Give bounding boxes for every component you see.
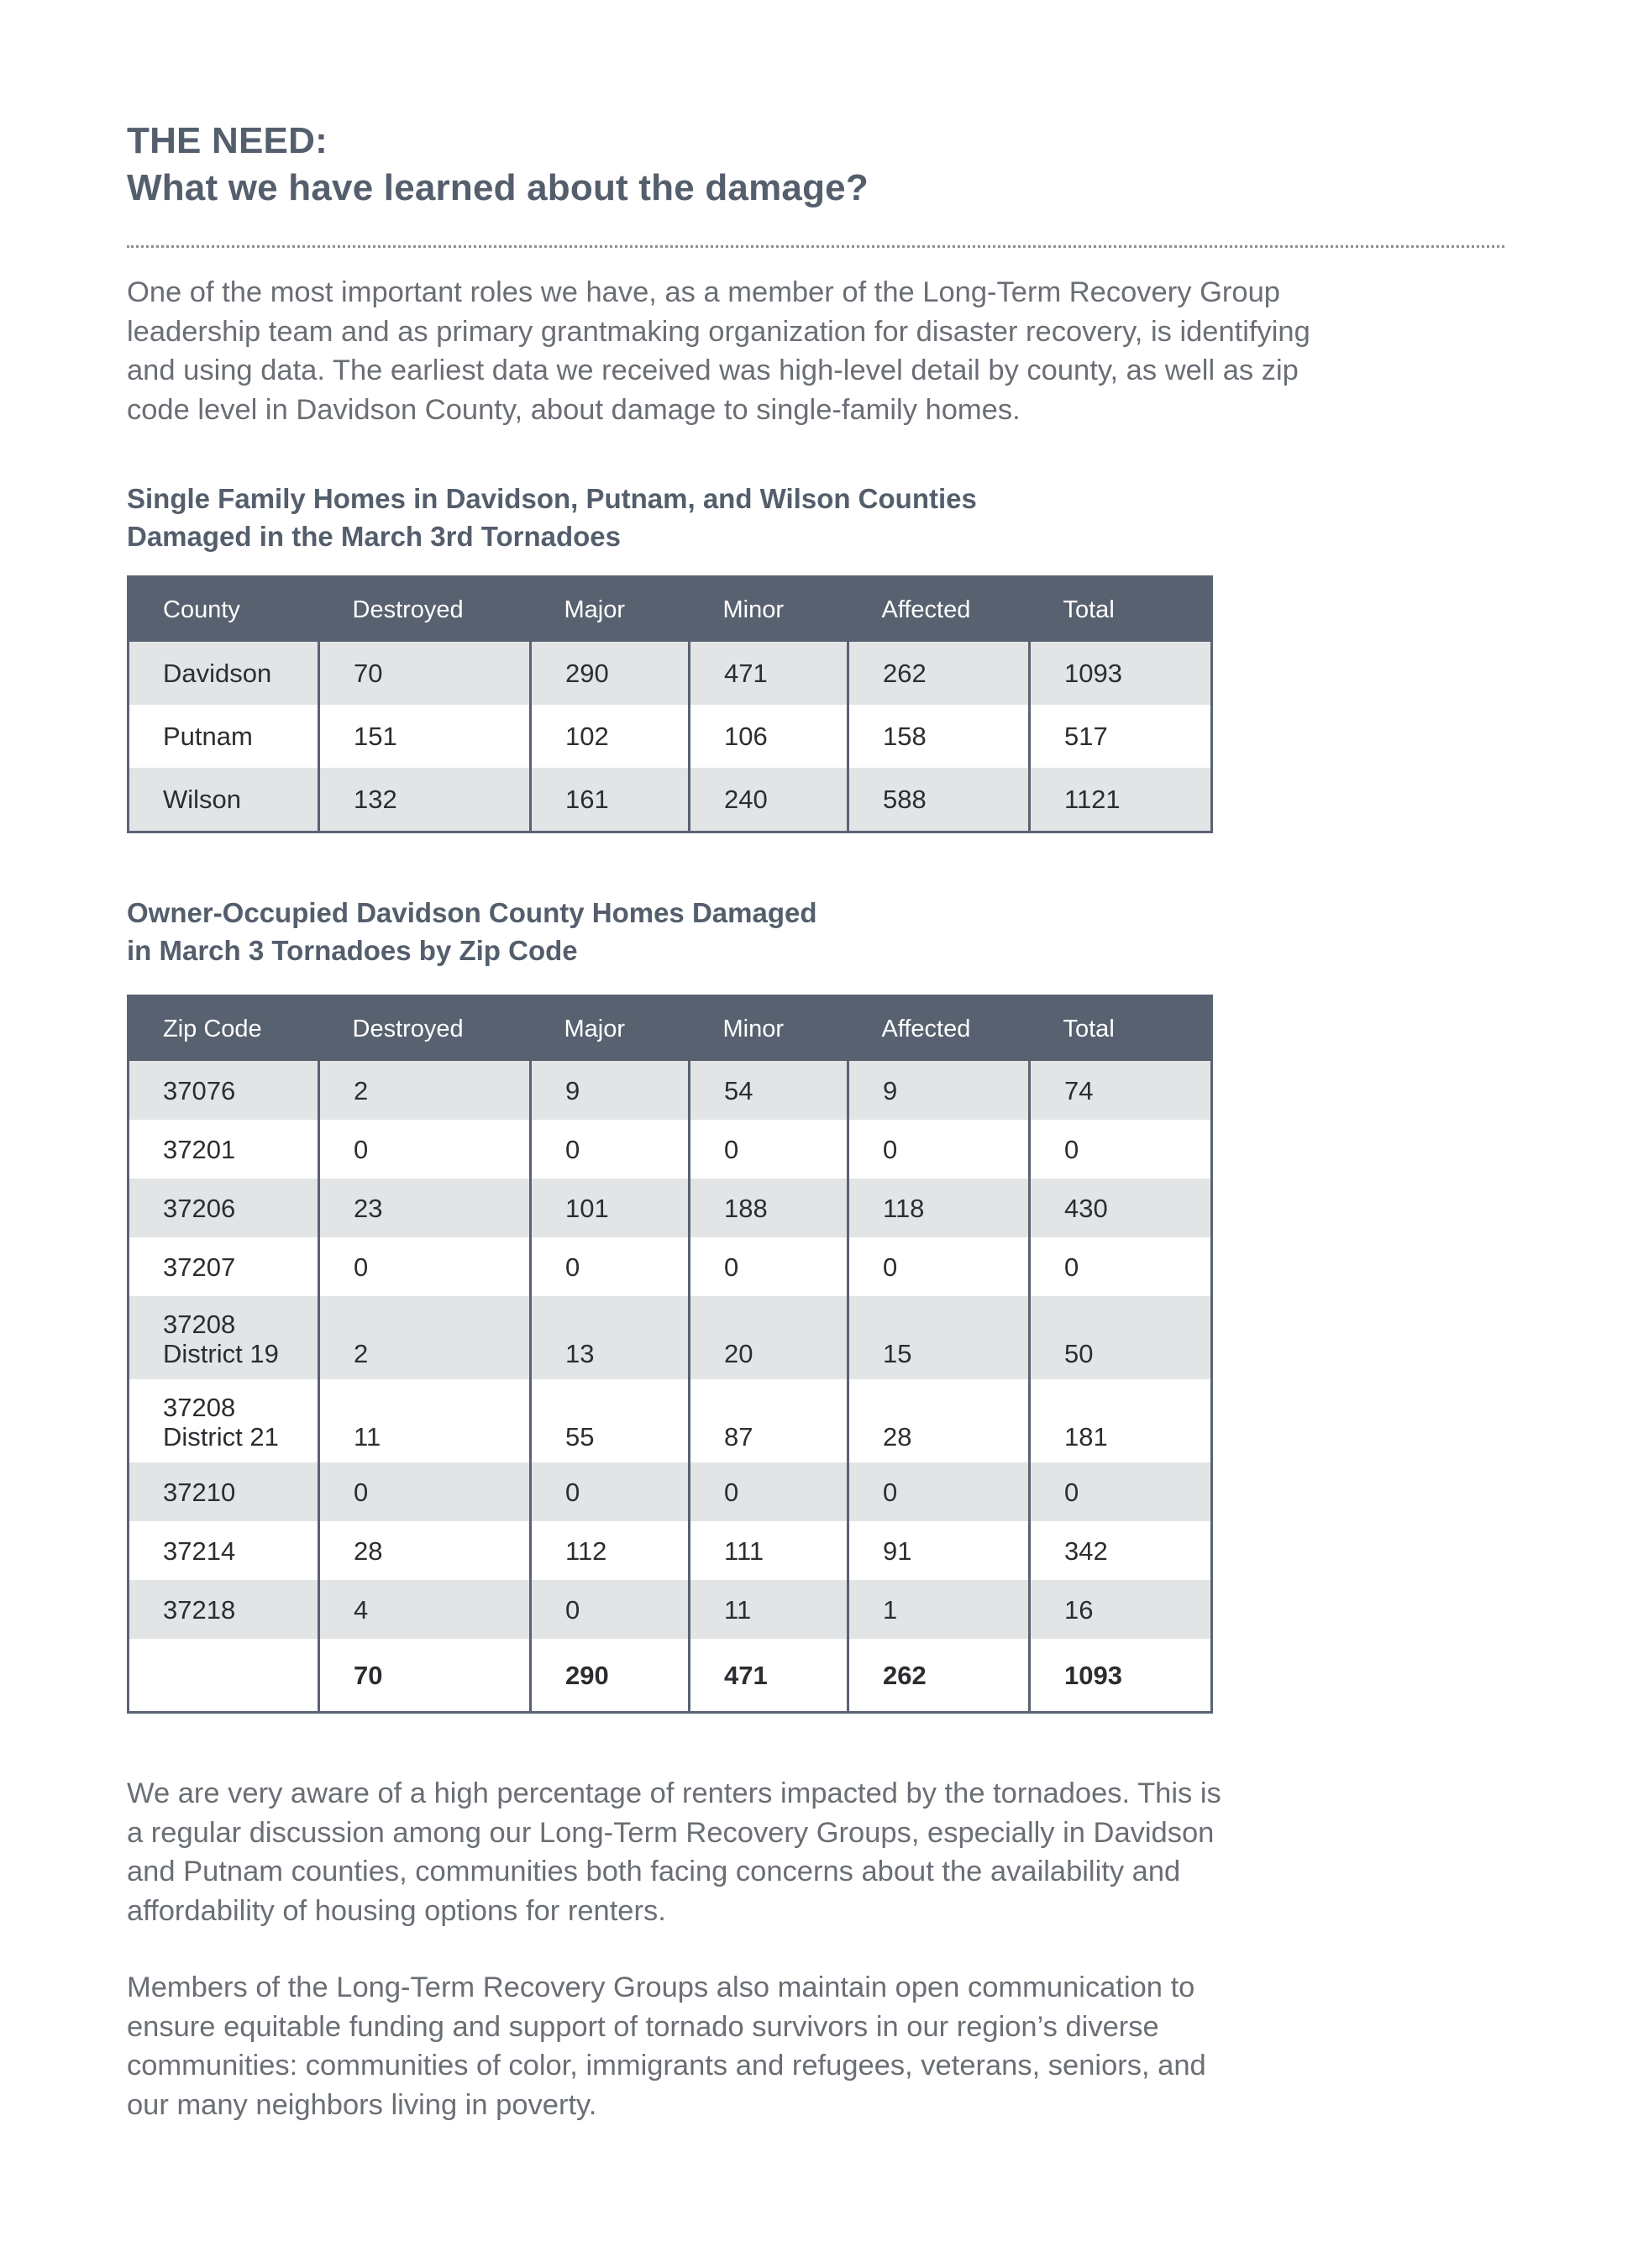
destroyed-total-cell: 70 bbox=[319, 1639, 531, 1713]
column-header-minor: Minor bbox=[690, 577, 848, 643]
destroyed-cell: 11 bbox=[319, 1379, 531, 1462]
paragraph-line: affordability of housing options for renters. bbox=[127, 1894, 666, 1927]
major-cell: 161 bbox=[531, 768, 690, 832]
major-cell: 55 bbox=[531, 1379, 690, 1462]
table-header-row bbox=[129, 996, 1212, 1062]
total-cell: 0 bbox=[1030, 1120, 1212, 1179]
destroyed-cell: 0 bbox=[319, 1462, 531, 1521]
destroyed-cell: 2 bbox=[319, 1296, 531, 1379]
destroyed-cell: 4 bbox=[319, 1580, 531, 1639]
table-row bbox=[129, 1061, 1212, 1120]
column-header-total: Total bbox=[1030, 577, 1212, 643]
table-row bbox=[129, 1179, 1212, 1237]
major-cell: 0 bbox=[531, 1462, 690, 1521]
affected-cell: 9 bbox=[848, 1061, 1030, 1120]
table-row bbox=[129, 705, 1212, 768]
table-row bbox=[129, 1379, 1212, 1462]
page-heading bbox=[127, 118, 1504, 212]
paragraph-line: leadership team and as primary grantmaking organization for disaster recovery, is identifying bbox=[127, 315, 1310, 348]
zip-code-cell: 37207 bbox=[129, 1237, 319, 1296]
county-cell: Putnam bbox=[129, 705, 319, 768]
total-cell: 50 bbox=[1030, 1296, 1212, 1379]
paragraph-line: and Putnam counties, communities both facing concerns about the availability and bbox=[127, 1856, 1181, 1887]
table-row bbox=[129, 1462, 1212, 1521]
affected-cell: 1 bbox=[848, 1580, 1030, 1639]
paragraph-line: code level in Davidson County, about damage to single-family homes. bbox=[127, 393, 1021, 426]
affected-cell: 0 bbox=[848, 1462, 1030, 1521]
table-row bbox=[129, 1120, 1212, 1179]
major-cell: 0 bbox=[531, 1237, 690, 1296]
column-header-major: Major bbox=[531, 996, 690, 1062]
minor-cell: 0 bbox=[690, 1462, 848, 1521]
total-cell: 0 bbox=[1030, 1462, 1212, 1521]
table-row bbox=[129, 642, 1212, 705]
paragraph-line: We are very aware of a high percentage of renters impacted by the tornadoes. This is bbox=[127, 1777, 1221, 1809]
affected-cell: 0 bbox=[848, 1237, 1030, 1296]
major-cell: 13 bbox=[531, 1296, 690, 1379]
table-title-line: Damaged in the March 3rd Tornadoes bbox=[127, 521, 622, 552]
zip-code-cell: 37210 bbox=[129, 1462, 319, 1521]
minor-cell: 87 bbox=[690, 1379, 848, 1462]
heading-line: What we have learned about the damage? bbox=[127, 167, 869, 208]
destroyed-cell: 28 bbox=[319, 1521, 531, 1580]
affected-cell: 588 bbox=[848, 768, 1030, 832]
paragraph-line: communities: communities of color, immigrants and refugees, veterans, seniors, and bbox=[127, 2050, 1206, 2082]
destroyed-cell: 132 bbox=[319, 768, 531, 832]
affected-cell: 0 bbox=[848, 1120, 1030, 1179]
destroyed-cell: 151 bbox=[319, 705, 531, 768]
total-cell: 181 bbox=[1030, 1379, 1212, 1462]
destroyed-cell: 2 bbox=[319, 1061, 531, 1120]
communication-paragraph bbox=[127, 1968, 1504, 2124]
minor-cell: 111 bbox=[690, 1521, 848, 1580]
minor-cell: 54 bbox=[690, 1061, 848, 1120]
county-table-title bbox=[127, 480, 1504, 555]
zip-table-title bbox=[127, 894, 1504, 969]
destroyed-cell: 23 bbox=[319, 1179, 531, 1237]
table-header-row bbox=[129, 577, 1212, 643]
column-header-major: Major bbox=[531, 577, 690, 643]
column-header-affected: Affected bbox=[848, 996, 1030, 1062]
district-label: District 21 bbox=[163, 1422, 279, 1452]
minor-cell: 0 bbox=[690, 1120, 848, 1179]
column-header-destroyed: Destroyed bbox=[319, 577, 531, 643]
heading-line: THE NEED: bbox=[127, 120, 328, 161]
total-cell: 430 bbox=[1030, 1179, 1212, 1237]
destroyed-cell: 0 bbox=[319, 1237, 531, 1296]
zip-code-cell bbox=[129, 1296, 319, 1379]
zip-code-cell bbox=[129, 1379, 319, 1462]
minor-cell: 0 bbox=[690, 1237, 848, 1296]
column-header-destroyed: Destroyed bbox=[319, 996, 531, 1062]
affected-cell: 158 bbox=[848, 705, 1030, 768]
table-title-line: Owner-Occupied Davidson County Homes Damaged bbox=[127, 897, 817, 928]
intro-paragraph bbox=[127, 273, 1504, 429]
paragraph-line: our many neighbors living in poverty. bbox=[127, 2088, 597, 2121]
column-header-total: Total bbox=[1030, 996, 1212, 1062]
affected-total-cell: 262 bbox=[848, 1639, 1030, 1713]
column-header-affected: Affected bbox=[848, 577, 1030, 643]
district-label: District 19 bbox=[163, 1339, 279, 1368]
destroyed-cell: 70 bbox=[319, 642, 531, 705]
affected-cell: 15 bbox=[848, 1296, 1030, 1379]
table-row bbox=[129, 1580, 1212, 1639]
dotted-divider bbox=[127, 245, 1504, 248]
table-row bbox=[129, 1296, 1212, 1379]
major-cell: 290 bbox=[531, 642, 690, 705]
major-cell: 101 bbox=[531, 1179, 690, 1237]
county-cell: Davidson bbox=[129, 642, 319, 705]
table-title-line: in March 3 Tornadoes by Zip Code bbox=[127, 935, 578, 966]
total-cell: 1121 bbox=[1030, 768, 1212, 832]
zip-code-cell: 37206 bbox=[129, 1179, 319, 1237]
paragraph-line: Members of the Long-Term Recovery Groups also maintain open communication to bbox=[127, 1971, 1195, 2003]
total-cell: 74 bbox=[1030, 1061, 1212, 1120]
major-total-cell: 290 bbox=[531, 1639, 690, 1713]
destroyed-cell: 0 bbox=[319, 1120, 531, 1179]
paragraph-line: and using data. The earliest data we received was high-level detail by county, as well as zip bbox=[127, 354, 1299, 386]
major-cell: 0 bbox=[531, 1580, 690, 1639]
affected-cell: 262 bbox=[848, 642, 1030, 705]
zip-code-cell: 37214 bbox=[129, 1521, 319, 1580]
zip-code-cell: 37218 bbox=[129, 1580, 319, 1639]
paragraph-line: ensure equitable funding and support of tornado survivors in our region’s diverse bbox=[127, 2010, 1159, 2043]
major-cell: 9 bbox=[531, 1061, 690, 1120]
table-row bbox=[129, 1237, 1212, 1296]
major-cell: 102 bbox=[531, 705, 690, 768]
minor-cell: 11 bbox=[690, 1580, 848, 1639]
minor-cell: 20 bbox=[690, 1296, 848, 1379]
minor-cell: 188 bbox=[690, 1179, 848, 1237]
affected-cell: 91 bbox=[848, 1521, 1030, 1580]
zip-code-value: 37208 bbox=[163, 1310, 236, 1339]
minor-cell: 471 bbox=[690, 642, 848, 705]
total-cell: 1093 bbox=[1030, 642, 1212, 705]
table-title-line: Single Family Homes in Davidson, Putnam, and Wilson Counties bbox=[127, 483, 977, 514]
paragraph-line: One of the most important roles we have, as a member of the Long-Term Recovery Group bbox=[127, 276, 1280, 308]
grand-total-cell: 1093 bbox=[1030, 1639, 1212, 1713]
total-cell: 517 bbox=[1030, 705, 1212, 768]
zip-code-cell: 37201 bbox=[129, 1120, 319, 1179]
affected-cell: 118 bbox=[848, 1179, 1030, 1237]
minor-cell: 106 bbox=[690, 705, 848, 768]
column-header-minor: Minor bbox=[690, 996, 848, 1062]
minor-cell: 240 bbox=[690, 768, 848, 832]
affected-cell: 28 bbox=[848, 1379, 1030, 1462]
zip-code-value: 37208 bbox=[163, 1393, 236, 1422]
county-damage-table bbox=[127, 575, 1213, 833]
total-cell: 0 bbox=[1030, 1237, 1212, 1296]
document-page bbox=[127, 118, 1504, 2124]
paragraph-line: a regular discussion among our Long-Term Recovery Groups, especially in Davidson bbox=[127, 1816, 1215, 1849]
table-row bbox=[129, 768, 1212, 832]
major-cell: 0 bbox=[531, 1120, 690, 1179]
totals-row bbox=[129, 1639, 1212, 1713]
column-header-county: County bbox=[129, 577, 319, 643]
total-cell: 342 bbox=[1030, 1521, 1212, 1580]
column-header-zip-code: Zip Code bbox=[129, 996, 319, 1062]
totals-label-cell bbox=[129, 1639, 319, 1713]
table-row bbox=[129, 1521, 1212, 1580]
county-cell: Wilson bbox=[129, 768, 319, 832]
minor-total-cell: 471 bbox=[690, 1639, 848, 1713]
zip-damage-table bbox=[127, 995, 1213, 1714]
zip-code-cell: 37076 bbox=[129, 1061, 319, 1120]
renters-paragraph bbox=[127, 1774, 1504, 1930]
major-cell: 112 bbox=[531, 1521, 690, 1580]
total-cell: 16 bbox=[1030, 1580, 1212, 1639]
